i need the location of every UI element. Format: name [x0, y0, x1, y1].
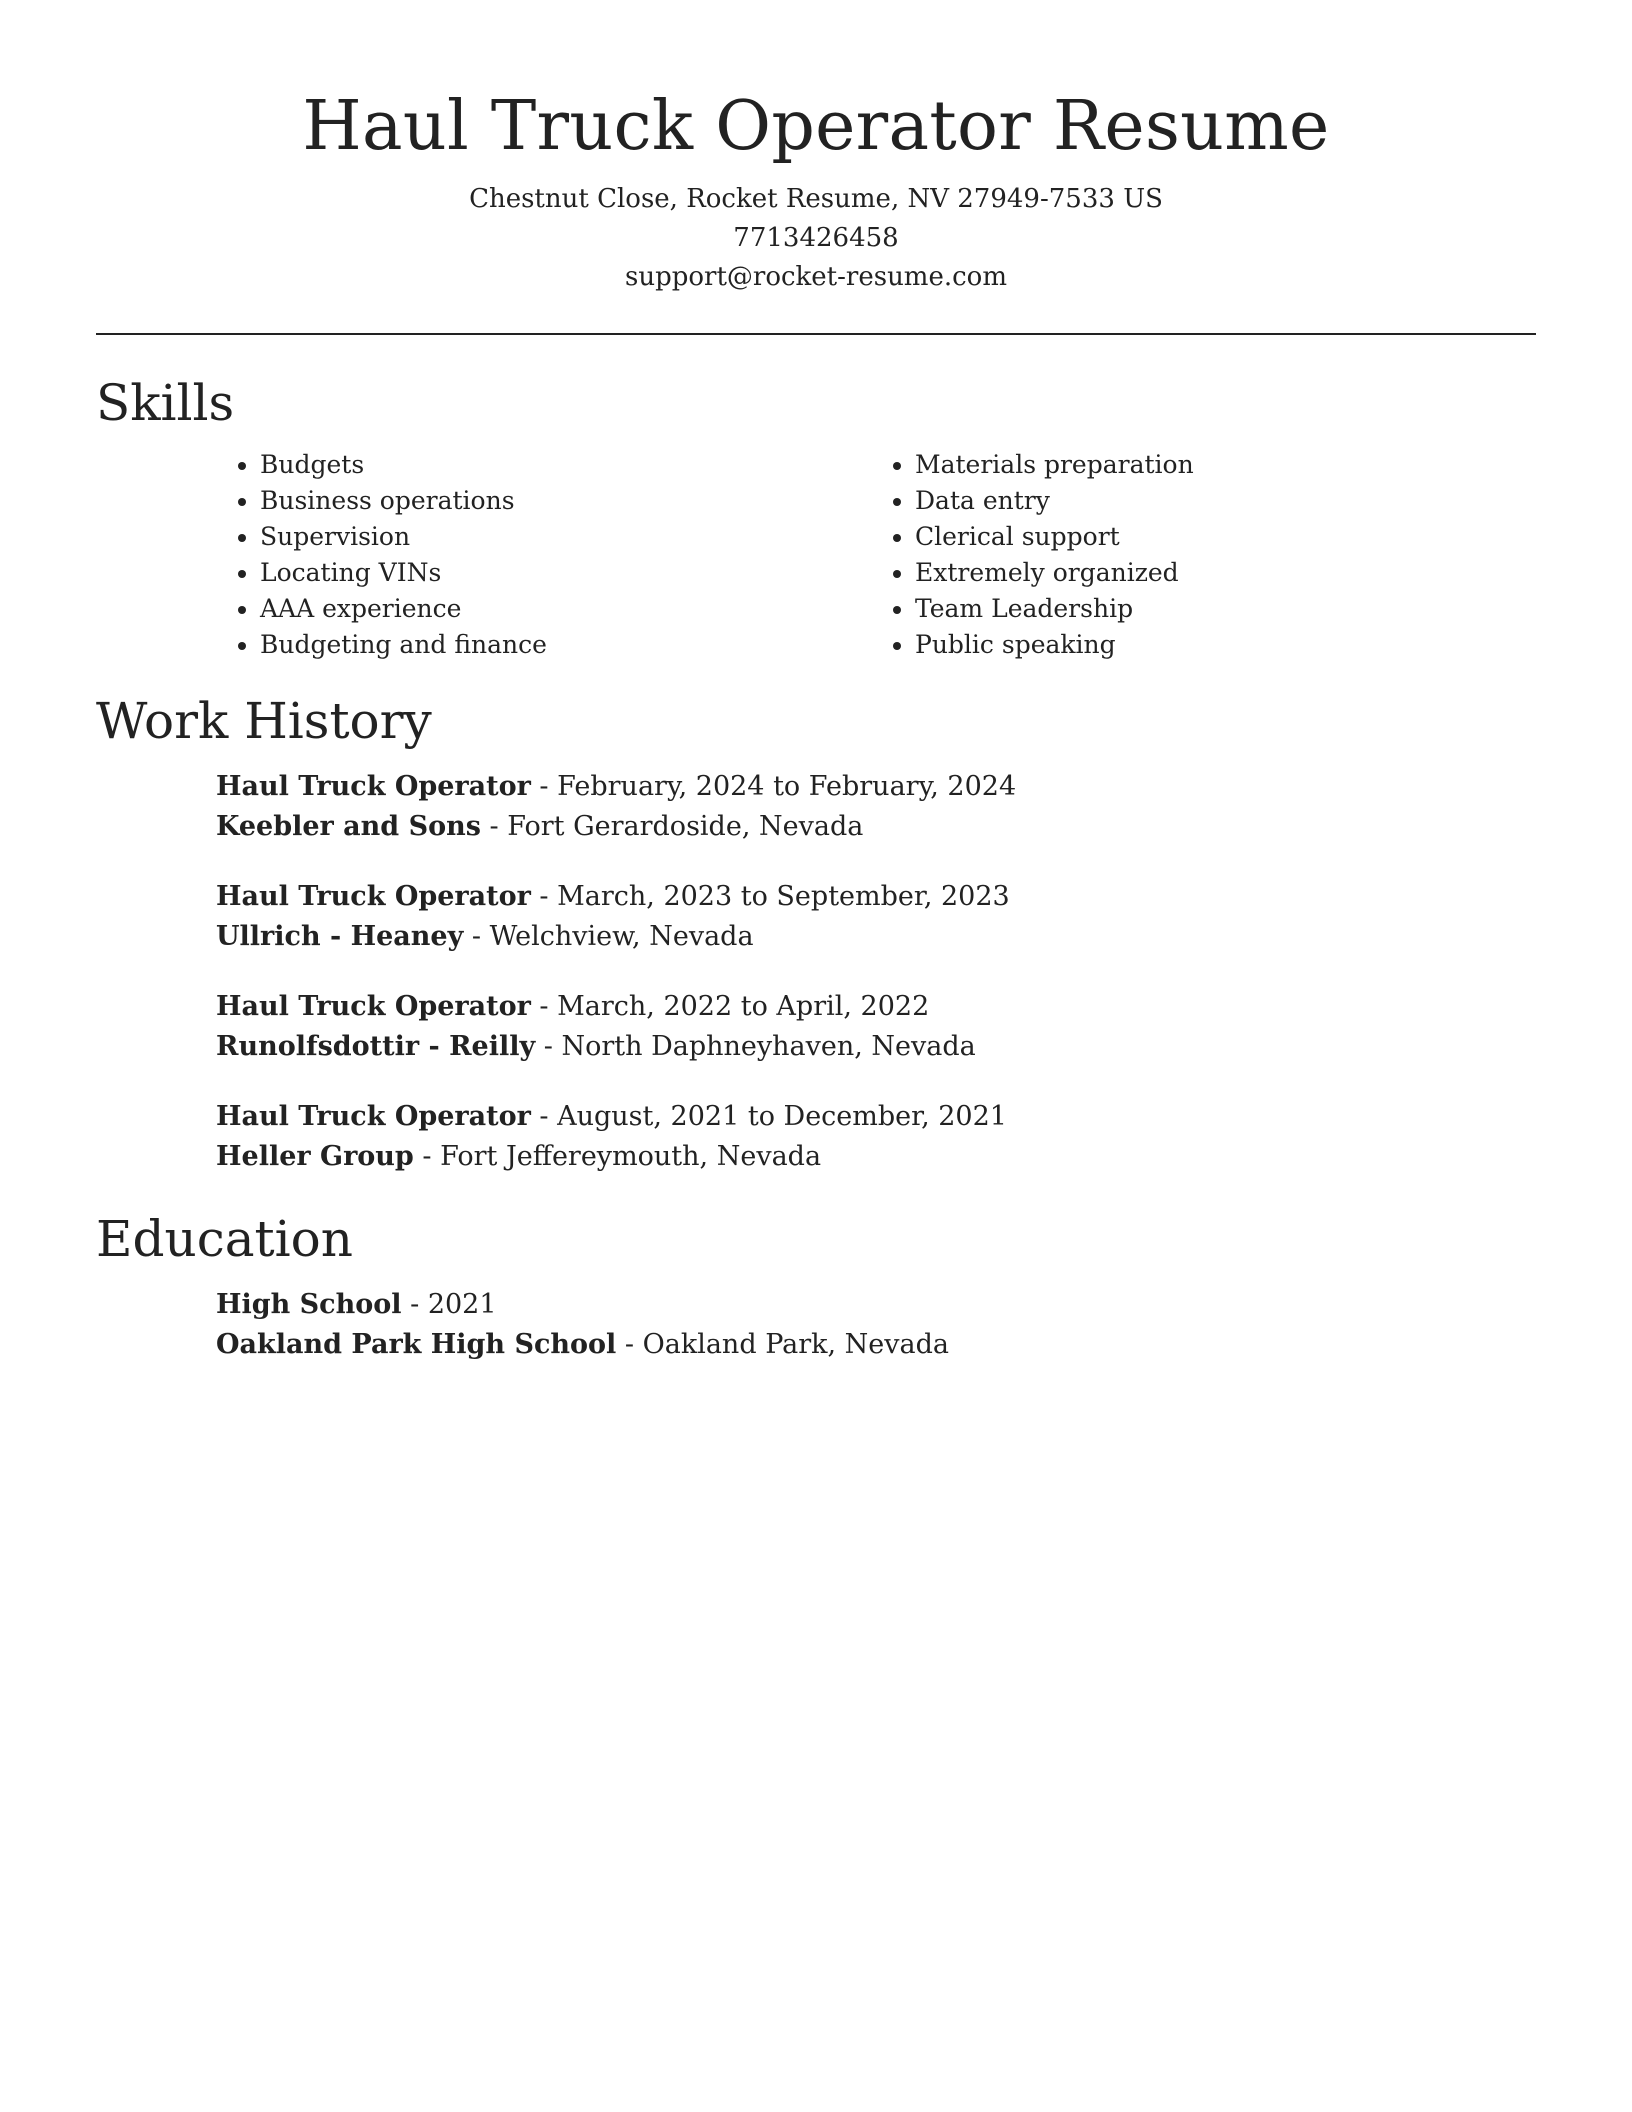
- work-history-list: [96, 767, 1536, 1177]
- education-entry: [216, 1285, 1536, 1365]
- separator: -: [463, 921, 490, 952]
- degree-line: [216, 1285, 1536, 1325]
- skill-item: • Clerical support: [915, 519, 1536, 555]
- work-history-heading: Work History: [96, 692, 432, 750]
- skill-item: • Business operations: [260, 483, 881, 519]
- skill-item: • Public speaking: [915, 627, 1536, 663]
- job-role: Haul Truck Operator: [216, 991, 531, 1022]
- email: support@rocket-resume.com: [624, 262, 1007, 292]
- employer-line: [216, 1137, 1536, 1177]
- separator: -: [401, 1289, 428, 1320]
- skills-list: [96, 447, 1536, 663]
- skills-column-left: [226, 447, 881, 663]
- company-name: Ullrich - Heaney: [216, 921, 464, 952]
- job-role: Haul Truck Operator: [216, 771, 531, 802]
- work-entry: [216, 1097, 1536, 1177]
- work-entry: [216, 987, 1536, 1067]
- separator: -: [480, 811, 508, 842]
- company-name: Keebler and Sons: [216, 811, 481, 842]
- job-dates: February, 2024 to February, 2024: [557, 771, 1017, 802]
- skills-heading: Skills: [96, 374, 235, 432]
- work-entry: [216, 767, 1536, 847]
- skill-item: • Team Leadership: [915, 591, 1536, 627]
- skill-item: • Supervision: [260, 519, 881, 555]
- work-entry: [216, 877, 1536, 957]
- company-location: Fort Gerardoside, Nevada: [507, 811, 864, 842]
- resume-header: [96, 0, 1536, 297]
- address: Chestnut Close, Rocket Resume, NV 27949-7533 US: [469, 184, 1163, 214]
- employer-line: [216, 1027, 1536, 1067]
- job-dates: March, 2022 to April, 2022: [557, 991, 930, 1022]
- skill-item: • Data entry: [915, 483, 1536, 519]
- job-dates: March, 2023 to September, 2023: [557, 881, 1010, 912]
- job-line: [216, 877, 1536, 917]
- header-divider: [96, 333, 1536, 335]
- skill-item: • Extremely organized: [915, 555, 1536, 591]
- employer-line: [216, 807, 1536, 847]
- skill-item: • Budgets: [260, 447, 881, 483]
- job-role: Haul Truck Operator: [216, 881, 531, 912]
- separator: -: [530, 991, 558, 1022]
- skill-item: • AAA experience: [260, 591, 881, 627]
- separator: -: [530, 881, 558, 912]
- skill-item: • Materials preparation: [915, 447, 1536, 483]
- separator: -: [530, 771, 558, 802]
- graduation-year: 2021: [427, 1289, 497, 1320]
- education-list: [96, 1285, 1536, 1365]
- education-heading: Education: [96, 1210, 353, 1268]
- resume-title: Haul Truck Operator Resume: [302, 87, 1330, 166]
- separator: -: [413, 1141, 441, 1172]
- job-line: [216, 987, 1536, 1027]
- separator: -: [616, 1329, 643, 1360]
- company-name: Runolfsdottir - Reilly: [216, 1031, 536, 1062]
- separator: -: [530, 1101, 558, 1132]
- school-line: [216, 1325, 1536, 1365]
- company-location: Welchview, Nevada: [489, 921, 754, 952]
- employer-line: [216, 917, 1536, 957]
- job-line: [216, 767, 1536, 807]
- company-location: Fort Jeffereymouth, Nevada: [440, 1141, 822, 1172]
- skills-column-right: [881, 447, 1536, 663]
- school-location: Oakland Park, Nevada: [642, 1329, 950, 1360]
- separator: -: [535, 1031, 562, 1062]
- degree: High School: [216, 1289, 402, 1320]
- contact-info: [96, 180, 1536, 297]
- skill-item: • Locating VINs: [260, 555, 881, 591]
- company-name: Heller Group: [216, 1141, 414, 1172]
- job-role: Haul Truck Operator: [216, 1101, 531, 1132]
- skill-item: • Budgeting and finance: [260, 627, 881, 663]
- company-location: North Daphneyhaven, Nevada: [561, 1031, 976, 1062]
- phone: 7713426458: [733, 223, 899, 253]
- job-dates: August, 2021 to December, 2021: [557, 1101, 1007, 1132]
- job-line: [216, 1097, 1536, 1137]
- school-name: Oakland Park High School: [216, 1329, 617, 1360]
